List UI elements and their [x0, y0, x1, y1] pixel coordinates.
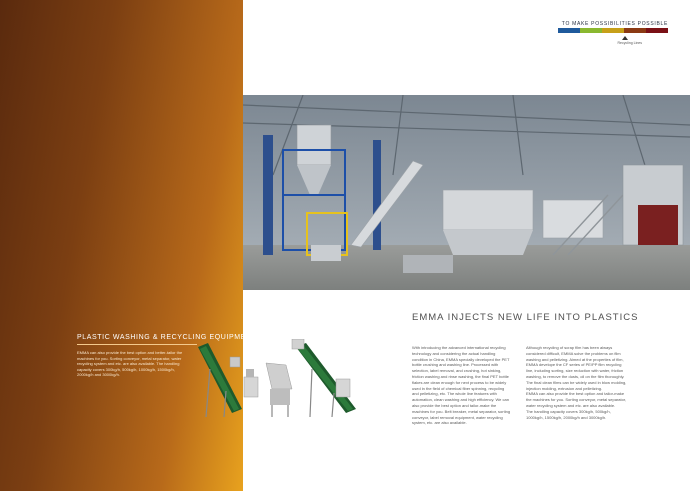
- left-description: EMMA can also provide the best option and better-tailor the machines for you. Sorting conveyor, metal separator, water recycling system and etc. are also available. The handling capacity covers 300kg/h, 500kg/h, 1000kg/h, 1500kg/h, 2000kg/h and 3000kg/h.: [77, 350, 183, 378]
- main-headline: EMMA INJECTS NEW LIFE INTO PLASTICS: [412, 312, 639, 323]
- section-divider: [77, 344, 197, 345]
- factory-photo: [243, 95, 690, 290]
- color-strip: [558, 28, 668, 33]
- triangle-marker-icon: [622, 36, 628, 40]
- body-column-1: With introducing the advanced international recycling technology and considering the actual handling condition in China, EMMA specially developed the PET bottle crushing and washing line. Processed with selection, label removal, and crushing, hot sinking, friction washing and rinse washing, the final PET bottle flakes are clean enough for next process to be widely used in the field of chemical fiber spinning, recycling and pelletizing, etc. The whole line features with automation, clean washing and high efficiency. We can also provide the best option and tailor-make the machines for you. Belt breaker, metal separator, sorting conveyor, label removal equipment, water recycling system, etc. are also available.: [412, 345, 511, 426]
- color-swatch-brown: [624, 28, 646, 33]
- color-swatch-green: [580, 28, 602, 33]
- brand-tagline: TO MAKE POSSIBILITIES POSSIBLE: [561, 21, 668, 27]
- body-column-2: Although recycling of scrap film has been always considered difficult, EMMA solve the problems on film washing and pelletizing. Aimed at the properties of film, EMMA develope the CF series of PE/PP film recycling line, including sorting, size reduction with water, friction washing, to remove the dusts, oil on the film thoroughly. The final clean films can be widely used in blow molding, injection molding, extrusion and pelletizing. EMMA can also provide the best option and tailor-make the machines for you. Sorting conveyor, metal separator, water recycling system and etc. are also available. The handling capacity covers 300kg/h, 500kg/h, 1000kg/h, 1500kg/h, 2000kg/h and 3000kg/h.: [526, 345, 627, 420]
- color-swatch-blue: [558, 28, 580, 33]
- marker-label: Recycling Lines: [617, 41, 642, 45]
- color-swatch-red: [646, 28, 668, 33]
- conveyor-machine-image: [196, 339, 360, 421]
- color-swatch-yellow: [602, 28, 624, 33]
- section-title: PLASTIC WASHING & RECYCLING EQUIPMENT: [77, 334, 257, 341]
